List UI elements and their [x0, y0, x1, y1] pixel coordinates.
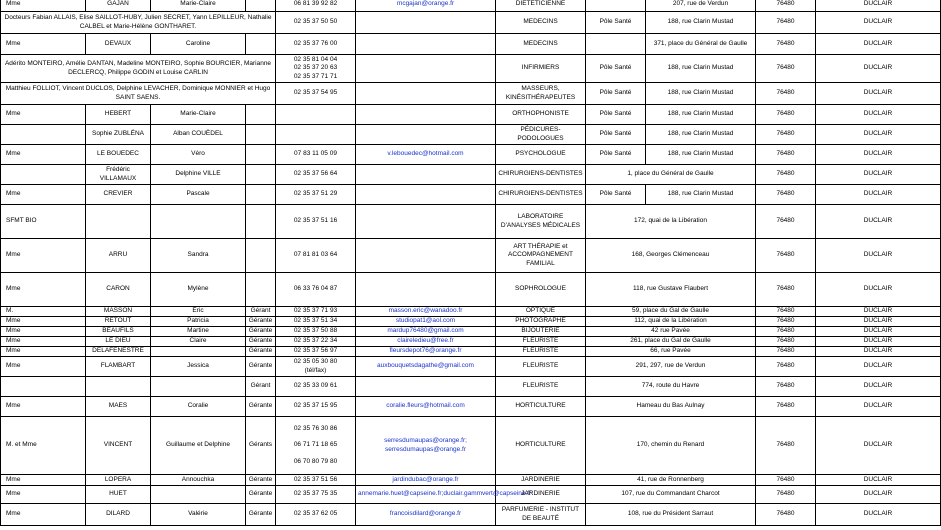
email-cell: [356, 105, 496, 125]
role-cell: Gérant: [246, 307, 276, 317]
zip-cell: 76480: [756, 486, 816, 504]
title-cell: Mme: [1, 337, 86, 347]
title-cell: Mme: [1, 105, 86, 125]
role-cell: Gérante: [246, 347, 276, 357]
table-row: [1, 105, 941, 125]
name-cell: ARRU: [86, 239, 151, 273]
firstname-cell: Marie-Claire: [151, 105, 246, 125]
name-cell: CARON: [86, 273, 151, 307]
email-cell: [356, 34, 496, 55]
zip-cell: 76480: [756, 83, 816, 105]
city-cell: DUCLAIR: [816, 12, 941, 34]
role-cell: Gérante: [246, 337, 276, 347]
place-cell: Pôle Santé: [586, 55, 646, 83]
role-cell: [246, 165, 276, 185]
category-cell: FLEURISTE: [496, 357, 586, 377]
zip-cell: 76480: [756, 475, 816, 486]
city-cell: DUCLAIR: [816, 125, 941, 145]
category-cell: MEDECINS: [496, 34, 586, 55]
address-cell: 170, chemin du Renard: [586, 417, 756, 475]
category-cell: DIETETICIENNE: [496, 0, 586, 12]
practitioners-cell: Matthieu FOLLIOT, Vincent DUCLOS, Delphine LEVACHER, Dominique MONNIER et Hugo SAINT SAENS.: [1, 83, 276, 105]
phone-cell: 02 35 37 51 34: [276, 317, 356, 327]
phone-cell: 06 81 39 92 82: [276, 0, 356, 12]
firstname-cell: Martine: [151, 327, 246, 337]
table-row: [1, 205, 941, 239]
address-cell: 112, quai de la Libération: [586, 317, 756, 327]
phone-cell: 07 83 11 05 09: [276, 145, 356, 165]
role-cell: Gérante: [246, 327, 276, 337]
category-cell: CHIRURGIENS-DENTISTES: [496, 165, 586, 185]
city-cell: DUCLAIR: [816, 55, 941, 83]
phone-cell: 06 33 76 04 87: [276, 273, 356, 307]
role-cell: [246, 145, 276, 165]
table-row: [1, 239, 941, 273]
name-cell: LE DIEU: [86, 337, 151, 347]
category-cell: JARDINERIE: [496, 475, 586, 486]
city-cell: DUCLAIR: [816, 273, 941, 307]
title-cell: Mme: [1, 273, 86, 307]
firstname-cell: Caroline: [151, 34, 246, 55]
category-cell: SOPHROLOGUE: [496, 273, 586, 307]
address-cell: 188, rue Clarin Mustad: [646, 83, 756, 105]
name-cell: LE BOUEDEC: [86, 145, 151, 165]
phone-cell: [276, 105, 356, 125]
city-cell: DUCLAIR: [816, 504, 941, 526]
city-cell: DUCLAIR: [816, 417, 941, 475]
role-cell: [246, 205, 276, 239]
phone-cell: 02 35 37 56 64: [276, 165, 356, 185]
email-cell: [356, 185, 496, 205]
name-cell: HUET: [86, 486, 151, 504]
table-row: [1, 0, 941, 12]
name-cell: DEVAUX: [86, 34, 151, 55]
city-cell: DUCLAIR: [816, 34, 941, 55]
role-cell: Gérante: [246, 357, 276, 377]
zip-cell: 76480: [756, 205, 816, 239]
name-cell: Frédéric VILLAMAUX: [86, 165, 151, 185]
category-cell: FLEURISTE: [496, 347, 586, 357]
phone-cell: 07 81 81 03 64: [276, 239, 356, 273]
role-cell: Gérant: [246, 377, 276, 397]
table-row: [1, 504, 941, 526]
category-cell: JARDINERIE: [496, 486, 586, 504]
title-cell: Mme: [1, 347, 86, 357]
phone-cell: 02 35 37 71 93: [276, 307, 356, 317]
city-cell: DUCLAIR: [816, 307, 941, 317]
zip-cell: 76480: [756, 12, 816, 34]
name-cell: Sophie ZUBLÉNA: [86, 125, 151, 145]
phone-cell: [276, 125, 356, 145]
email-cell[interactable]: francoisdilard@orange.fr: [356, 504, 496, 526]
firstname-cell: Mylène: [151, 273, 246, 307]
zip-cell: 76480: [756, 125, 816, 145]
email-cell: [356, 239, 496, 273]
role-cell: Gérante: [246, 475, 276, 486]
name-cell: MASSON: [86, 307, 151, 317]
firstname-cell: Sandra: [151, 239, 246, 273]
place-cell: [586, 34, 646, 55]
phone-cell: 02 35 37 50 88: [276, 327, 356, 337]
table-row: [1, 165, 941, 185]
table-row: [1, 12, 941, 34]
firstname-cell: Patricia: [151, 317, 246, 327]
category-cell: MASSEURS, KINÉSITHÉRAPEUTES: [496, 83, 586, 105]
address-cell: 291, 297, rue de Verdun: [586, 357, 756, 377]
city-cell: DUCLAIR: [816, 397, 941, 417]
email-cell: [356, 377, 496, 397]
zip-cell: 76480: [756, 337, 816, 347]
category-cell: LABORATOIRE D'ANALYSES MÉDICALES: [496, 205, 586, 239]
city-cell: DUCLAIR: [816, 357, 941, 377]
phone-cell: 02 35 76 30 86 06 71 71 18 65 06 70 80 79 80: [276, 417, 356, 475]
city-cell: DUCLAIR: [816, 83, 941, 105]
table-row: [1, 307, 941, 317]
firstname-cell: Jessica: [151, 357, 246, 377]
address-cell: 168, Georges Clémenceau: [586, 239, 756, 273]
name-cell: GAJAN: [86, 0, 151, 12]
zip-cell: 76480: [756, 273, 816, 307]
email-cell[interactable]: jardindubac@orange.fr: [356, 475, 496, 486]
category-cell: FLEURISTE: [496, 337, 586, 347]
city-cell: DUCLAIR: [816, 475, 941, 486]
place-cell: Pôle Santé: [586, 145, 646, 165]
table-row: [1, 273, 941, 307]
phone-cell: 02 35 37 50 50: [276, 12, 356, 34]
table-row: [1, 317, 941, 327]
city-cell: DUCLAIR: [816, 145, 941, 165]
title-cell: Mme: [1, 317, 86, 327]
title-cell: M. et Mme: [1, 417, 86, 475]
city-cell: DUCLAIR: [816, 486, 941, 504]
address-cell: 188, rue Clarin Mustad: [646, 145, 756, 165]
role-cell: [246, 34, 276, 55]
firstname-cell: [151, 205, 246, 239]
zip-cell: 76480: [756, 317, 816, 327]
role-cell: [246, 239, 276, 273]
firstname-cell: [151, 377, 246, 397]
place-cell: Pôle Santé: [586, 125, 646, 145]
place-cell: Pôle Santé: [586, 105, 646, 125]
title-cell: Mme: [1, 486, 86, 504]
title-cell: SFMT BIO: [1, 205, 86, 239]
phone-cell: 02 35 37 51 56: [276, 475, 356, 486]
title-cell: Mme: [1, 145, 86, 165]
zip-cell: 76480: [756, 327, 816, 337]
phone-cell: 02 35 37 75 35: [276, 486, 356, 504]
email-cell[interactable]: clairelediеu@free.fr: [356, 337, 496, 347]
role-cell: [246, 185, 276, 205]
place-cell: Pôle Santé: [586, 83, 646, 105]
title-cell: Mme: [1, 357, 86, 377]
email-cell[interactable]: studiopat1@aol.com: [356, 317, 496, 327]
firstname-cell: [151, 486, 246, 504]
phone-cell: 02 35 37 54 95: [276, 83, 356, 105]
table-row: [1, 327, 941, 337]
zip-cell: 76480: [756, 357, 816, 377]
table-row: [1, 185, 941, 205]
address-cell: 42 rue Pavée: [586, 327, 756, 337]
table-row: [1, 55, 941, 83]
table-row: [1, 83, 941, 105]
address-cell: 108, rue du Président Sarraut: [586, 504, 756, 526]
category-cell: CHIRURGIENS-DENTISTES: [496, 185, 586, 205]
table-row: [1, 337, 941, 347]
firstname-cell: Guillaume et Delphine: [151, 417, 246, 475]
category-cell: ART THÉRAPIE et ACCOMPAGNEMENT FAMILIAL: [496, 239, 586, 273]
address-cell: 188, rue Clarin Mustad: [646, 105, 756, 125]
category-cell: PHOTOGRAPHE: [496, 317, 586, 327]
practitioners-cell: Docteurs Fabian ALLAIS, Elise SAILLOT-HUBY, Julien SECRET, Yann LEPILLEUR, Nathalie CALBEL et Marie-Hélène GONTHARET.: [1, 12, 276, 34]
email-cell[interactable]: fleursdepot76@orange.fr: [356, 347, 496, 357]
phone-cell: 02 35 37 76 00: [276, 34, 356, 55]
title-cell: Mme: [1, 239, 86, 273]
name-cell: [86, 377, 151, 397]
name-cell: VINCENT: [86, 417, 151, 475]
address-cell: 207, rue de Verdun: [646, 0, 756, 12]
email-cell[interactable]: annemarie.huet@capseine.fr;duclair.gammvert@capseine.fr: [356, 486, 496, 504]
category-cell: HORTICULTURE: [496, 397, 586, 417]
zip-cell: 76480: [756, 185, 816, 205]
name-cell: MAES: [86, 397, 151, 417]
address-cell: 261, place du Gal de Gaulle: [586, 337, 756, 347]
title-cell: Mme: [1, 504, 86, 526]
category-cell: OPTIQUE: [496, 307, 586, 317]
table-row: [1, 397, 941, 417]
zip-cell: 76480: [756, 34, 816, 55]
email-cell[interactable]: masson.eric@wanadoo.fr: [356, 307, 496, 317]
role-cell: [246, 0, 276, 12]
email-cell: [356, 165, 496, 185]
title-cell: [1, 377, 86, 397]
name-cell: BEAUFILS: [86, 327, 151, 337]
city-cell: DUCLAIR: [816, 205, 941, 239]
title-cell: Mme: [1, 475, 86, 486]
address-cell: 118, rue Gustave Flaubert: [586, 273, 756, 307]
category-cell: INFIRMIERS: [496, 55, 586, 83]
city-cell: DUCLAIR: [816, 0, 941, 12]
table-row: [1, 357, 941, 377]
name-cell: DELAFENESTRE: [86, 347, 151, 357]
title-cell: Mme: [1, 185, 86, 205]
role-cell: Gérants: [246, 417, 276, 475]
name-cell: [86, 205, 151, 239]
name-cell: FLAMBART: [86, 357, 151, 377]
city-cell: DUCLAIR: [816, 165, 941, 185]
city-cell: DUCLAIR: [816, 347, 941, 357]
email-cell[interactable]: mcgajan@orange.fr: [356, 0, 496, 12]
firstname-cell: Coralie: [151, 397, 246, 417]
table-row: [1, 145, 941, 165]
place-cell: Pôle Santé: [586, 185, 646, 205]
address-cell: 172, quai de la Libération: [586, 205, 756, 239]
role-cell: Gérante: [246, 397, 276, 417]
firstname-cell: [151, 347, 246, 357]
zip-cell: 76480: [756, 417, 816, 475]
zip-cell: 76480: [756, 377, 816, 397]
zip-cell: 76480: [756, 165, 816, 185]
address-cell: 188, rue Clarin Mustad: [646, 55, 756, 83]
title-cell: [1, 125, 86, 145]
table-row: [1, 34, 941, 55]
place-cell: [586, 0, 646, 12]
address-cell: Hameau du Bas Aulnay: [586, 397, 756, 417]
firstname-cell: Pascale: [151, 185, 246, 205]
address-cell: 188, rue Clarin Mustad: [646, 12, 756, 34]
zip-cell: 76480: [756, 307, 816, 317]
title-cell: [1, 165, 86, 185]
table-row: [1, 486, 941, 504]
place-cell: Pôle Santé: [586, 12, 646, 34]
email-cell[interactable]: auxbouquetsdagathe@gmail.com: [356, 357, 496, 377]
category-cell: BIJOUTERIE: [496, 327, 586, 337]
city-cell: DUCLAIR: [816, 317, 941, 327]
phone-cell: 02 35 37 51 29: [276, 185, 356, 205]
practitioners-cell: Adérito MONTEIRO, Amélie DANTAN, Madeline MONTEIRO, Sophie BOURCIER, Marianne DECLERCQ, Philippe GODIN et Louise CARLIN: [1, 55, 276, 83]
name-cell: DILARD: [86, 504, 151, 526]
role-cell: [246, 105, 276, 125]
name-cell: RETOUT: [86, 317, 151, 327]
role-cell: [246, 273, 276, 307]
address-cell: 774, route du Havre: [586, 377, 756, 397]
zip-cell: 76480: [756, 145, 816, 165]
category-cell: HORTICULTURE: [496, 417, 586, 475]
title-cell: Mme: [1, 327, 86, 337]
address-cell: 59, place du Gal de Gaulle: [586, 307, 756, 317]
phone-cell: 02 35 81 04 04 02 35 37 20 63 02 35 37 71 71: [276, 55, 356, 83]
firstname-cell: Delphine VILLE: [151, 165, 246, 185]
email-cell: [356, 83, 496, 105]
table-row: [1, 377, 941, 397]
firstname-cell: Valérie: [151, 504, 246, 526]
email-cell: [356, 125, 496, 145]
phone-cell: 02 35 37 56 97: [276, 347, 356, 357]
email-cell: [356, 12, 496, 34]
table-row: [1, 475, 941, 486]
category-cell: PARFUMERIE - INSTITUT DE BEAUTÉ: [496, 504, 586, 526]
zip-cell: 76480: [756, 55, 816, 83]
address-cell: 41, rue de Ronnenberg: [586, 475, 756, 486]
firstname-cell: Alban COUËDEL: [151, 125, 246, 145]
city-cell: DUCLAIR: [816, 377, 941, 397]
email-cell: [356, 55, 496, 83]
city-cell: DUCLAIR: [816, 239, 941, 273]
email-cell[interactable]: serresdumaupas@orange.fr; serresdumaupas@orange.fr: [356, 417, 496, 475]
role-cell: Gérante: [246, 317, 276, 327]
email-cell[interactable]: coralie.fleurs@hotmail.com: [356, 397, 496, 417]
role-cell: [246, 125, 276, 145]
role-cell: Gérante: [246, 486, 276, 504]
firstname-cell: Marie-Claire: [151, 0, 246, 12]
category-cell: ORTHOPHONISTE: [496, 105, 586, 125]
category-cell: MEDECINS: [496, 12, 586, 34]
address-cell: 188, rue Clarin Mustad: [646, 185, 756, 205]
name-cell: CREVIER: [86, 185, 151, 205]
firstname-cell: Annouchka: [151, 475, 246, 486]
phone-cell: 02 35 37 15 95: [276, 397, 356, 417]
zip-cell: 76480: [756, 347, 816, 357]
address-cell: 371, place du Général de Gaulle: [646, 34, 756, 55]
city-cell: DUCLAIR: [816, 185, 941, 205]
title-cell: Mme: [1, 397, 86, 417]
table-row: [1, 417, 941, 475]
phone-cell: 02 35 37 62 05: [276, 504, 356, 526]
title-cell: Mme: [1, 34, 86, 55]
email-cell[interactable]: v.lebouedec@hotmail.com: [356, 145, 496, 165]
name-cell: LOPERA: [86, 475, 151, 486]
city-cell: DUCLAIR: [816, 105, 941, 125]
firstname-cell: Claire: [151, 337, 246, 347]
table-row: [1, 347, 941, 357]
category-cell: FLEURISTE: [496, 377, 586, 397]
name-cell: HEBERT: [86, 105, 151, 125]
title-cell: M.: [1, 307, 86, 317]
address-cell: 107, rue du Commandant Charcot: [586, 486, 756, 504]
zip-cell: 76480: [756, 504, 816, 526]
city-cell: DUCLAIR: [816, 327, 941, 337]
zip-cell: 76480: [756, 0, 816, 12]
city-cell: DUCLAIR: [816, 337, 941, 347]
category-cell: PSYCHOLOGUE: [496, 145, 586, 165]
address-cell: 1, place du Général de Gaulle: [586, 165, 756, 185]
title-cell: Mme: [1, 0, 86, 12]
zip-cell: 76480: [756, 397, 816, 417]
role-cell: Gérante: [246, 504, 276, 526]
email-cell: [356, 205, 496, 239]
firstname-cell: Éric: [151, 307, 246, 317]
zip-cell: 76480: [756, 239, 816, 273]
email-cell[interactable]: mardup76480@gmail.com: [356, 327, 496, 337]
phone-cell: 02 35 33 09 61: [276, 377, 356, 397]
zip-cell: 76480: [756, 105, 816, 125]
phone-cell: 02 35 37 51 16: [276, 205, 356, 239]
table-row: [1, 125, 941, 145]
firstname-cell: Véro: [151, 145, 246, 165]
phone-cell: 02 35 37 22 34: [276, 337, 356, 347]
email-cell: [356, 273, 496, 307]
phone-cell: 02 35 05 30 80 (tél/fax): [276, 357, 356, 377]
address-cell: 66, rue Pavée: [586, 347, 756, 357]
address-cell: 188, rue Clarin Mustad: [646, 125, 756, 145]
category-cell: PÉDICURES-PODOLOGUES: [496, 125, 586, 145]
